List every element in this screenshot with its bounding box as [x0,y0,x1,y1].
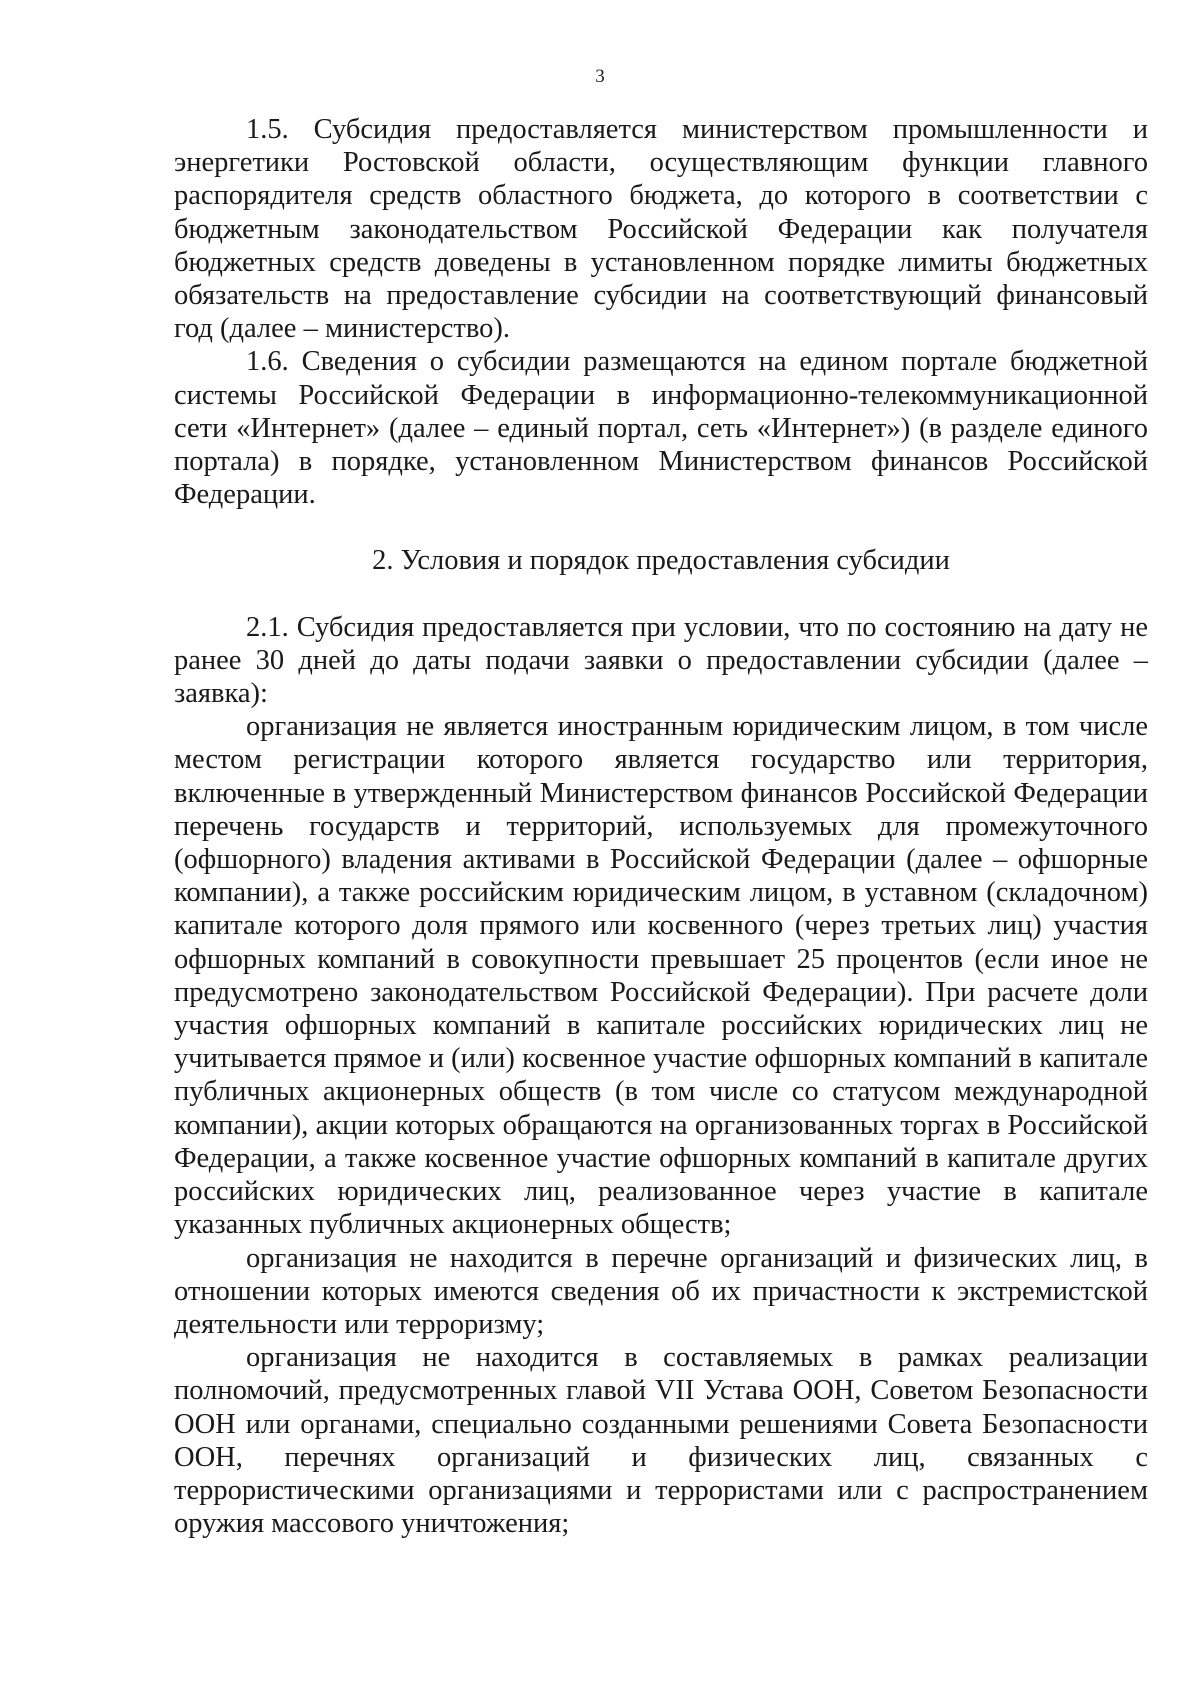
paragraph-1-6: 1.6. Сведения о субсидии размещаются на едином портале бюджетной системы Российской Федерации в информационно-телекоммуникационной сети «Интернет» (далее – единый портал, сеть «Интернет») (в разделе единого портала) в порядке, установленном Министерством финансов Российской Федерации. [174,346,1148,511]
section-heading-2: 2. Условия и порядок предоставления субсидии [372,545,950,577]
document-body [174,113,1148,1540]
condition-offshore: организация не является иностранным юридическим лицом, в том числе местом регистрации которого является государство или территория, включенные в утвержденный Министерством финансов Российской Федерации перечень государств и территорий, используемых для промежуточного (офшорного) владения активами в Российской Федерации (далее – офшорные компании), а также российским юридическим лицом, в уставном (складочном) капитале которого доля прямого или косвенного (через третьих лиц) участия офшорных компаний в совокупности превышает 25 процентов (если иное не предусмотрено законодательством Российской Федерации). При расчете доли участия офшорных компаний в капитале российских юридических лиц не учитывается прямое и (или) косвенное участие офшорных компаний в капитале публичных акционерных обществ (в том числе со статусом международной компании), акции которых обращаются на организованных торгах в Российской Федерации, а также косвенное участие офшорных компаний в капитале других российских юридических лиц, реализованное через участие в капитале указанных публичных акционерных обществ; [174,711,1148,1241]
page-number: 3 [595,66,605,87]
paragraph-1-5: 1.5. Субсидия предоставляется министерством промышленности и энергетики Ростовской области, осуществляющим функции главного распорядителя средств областного бюджета, до которого в соответствии с бюджетным законодательством Российской Федерации как получателя бюджетных средств доведены в установленном порядке лимиты бюджетных обязательств на предоставление субсидии на соответствующий финансовый год (далее – министерство). [174,114,1148,345]
condition-extremism: организация не находится в перечне организаций и физических лиц, в отношении которых имеются сведения об их причастности к экстремистской деятельности или терроризму; [174,1242,1148,1340]
condition-un-sanctions: организация не находится в составляемых в рамках реализации полномочий, предусмотренных главой VII Устава ООН, Советом Безопасности ООН или органами, специально созданными решениями Совета Безопасности ООН, перечнях организаций и физических лиц, связанных с террористическими организациями и террористами или с распространением оружия массового уничтожения; [174,1342,1148,1540]
paragraph-2-1: 2.1. Субсидия предоставляется при условии, что по состоянию на дату не ранее 30 дней до даты подачи заявки о предоставлении субсидии (далее – заявка): [174,611,1148,710]
